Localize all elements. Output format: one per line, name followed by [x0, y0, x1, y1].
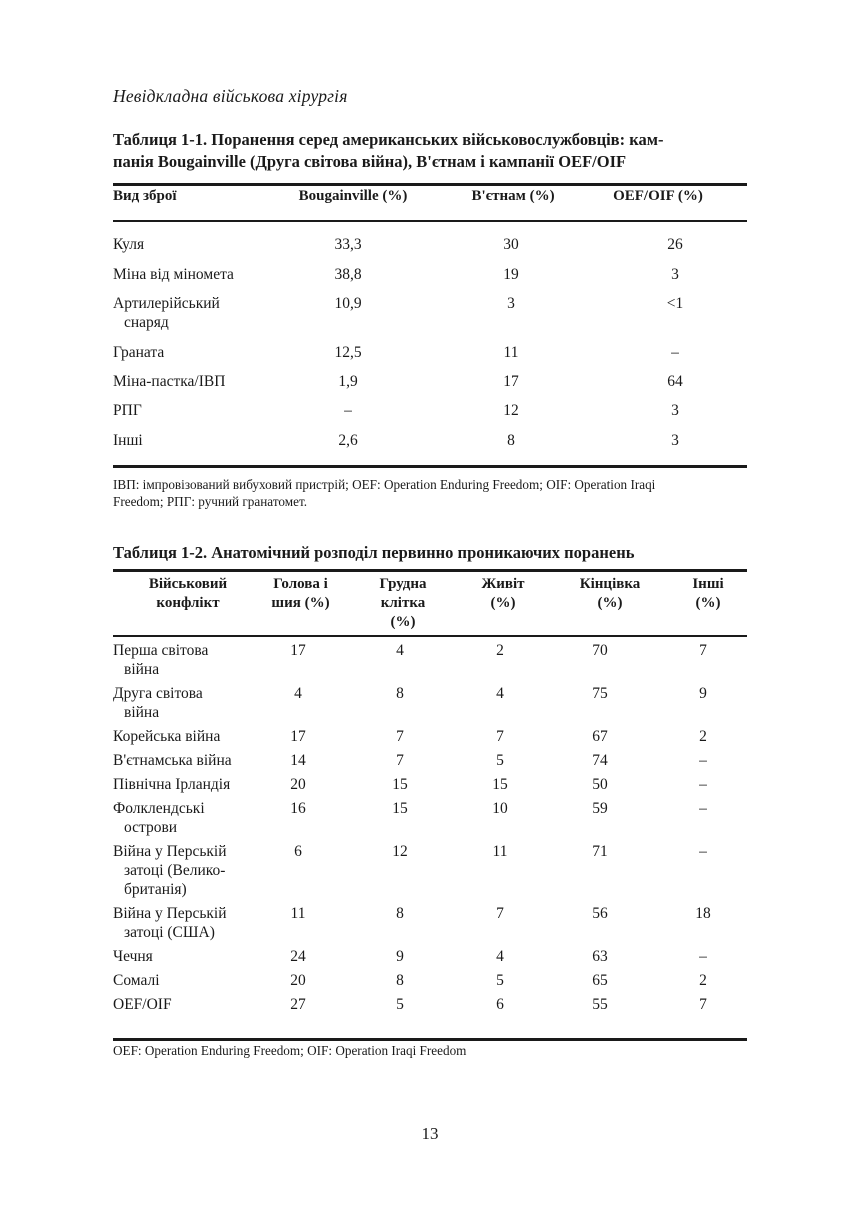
table2-cell: 20 — [290, 972, 306, 989]
table2-cell: 5 — [496, 752, 504, 769]
table2-row-label: Корейська війна — [113, 728, 221, 745]
table2-cell: 15 — [392, 776, 408, 793]
table2-row-label: Війна у Перській — [113, 905, 227, 922]
table2-cell: 11 — [290, 905, 306, 922]
table1-cell-oef-oif: 64 — [667, 373, 683, 390]
table2-row-label-cont: затоці (Велико- — [124, 862, 226, 879]
table2-header-limb: Кінцівка (%) — [579, 576, 641, 611]
table1-header-oef-oif: OEF/OIF (%) — [613, 188, 703, 204]
table2-cell: 6 — [496, 996, 504, 1013]
table1-cell-bougainville: 10,9 — [334, 295, 362, 312]
table2-row-label: Чечня — [113, 948, 153, 965]
table1-header-weapon: Вид зброї — [113, 188, 177, 204]
table1-cell-bougainville: 33,3 — [334, 236, 362, 253]
table2-row-label: Перша світова — [113, 642, 209, 659]
table1-caption — [113, 129, 747, 173]
table2-row-label-cont: війна — [124, 661, 160, 678]
table2-cell: 15 — [492, 776, 508, 793]
table2-cell: 20 — [290, 776, 306, 793]
table2-cell: 27 — [290, 996, 306, 1013]
table1-top-rule — [113, 183, 747, 186]
table2-cell: 4 — [396, 642, 404, 659]
table2-cell: 55 — [592, 996, 608, 1013]
table2-cell: 12 — [392, 843, 408, 860]
page — [113, 0, 747, 1211]
table2-cell: – — [699, 776, 707, 793]
table1-caption-line1: Таблиця 1-1. Поранення серед американських військовослужбовців: кам- — [113, 130, 664, 149]
table1-cell-bougainville: 2,6 — [338, 432, 358, 449]
table1-cell-vietnam: 3 — [507, 295, 515, 312]
table2-top-rule — [113, 569, 747, 572]
table2-cell: 56 — [592, 905, 608, 922]
table1-cell-vietnam: 17 — [503, 373, 519, 390]
table2-cell: 5 — [496, 972, 504, 989]
table1-cell-oef-oif: 3 — [671, 402, 679, 419]
table2-cell: – — [699, 752, 707, 769]
table2-cell: 18 — [695, 905, 711, 922]
table2-row-label: OEF/OIF — [113, 996, 172, 1013]
table2-cell: – — [699, 800, 707, 817]
table2-cell: 8 — [396, 685, 404, 702]
table2-cell: 4 — [496, 685, 504, 702]
table2-row-label: В'єтнамська війна — [113, 752, 232, 769]
table2-cell: – — [699, 843, 707, 860]
table2-row-label-cont: британія) — [124, 881, 187, 898]
table2-row-label-cont: острови — [124, 819, 178, 836]
table2-cell: 10 — [492, 800, 508, 817]
table1-row-label: Інші — [113, 432, 143, 449]
table2-cell: 7 — [699, 642, 707, 659]
table2-row-label: Фолклендські — [113, 800, 205, 817]
page-number: 13 — [421, 1124, 439, 1143]
table2-cell: 9 — [699, 685, 707, 702]
table2-cell: 8 — [396, 972, 404, 989]
table1-cell-oef-oif: – — [671, 344, 679, 361]
table1-cell-oef-oif: <1 — [666, 295, 684, 312]
table2-bottom-rule — [113, 1038, 747, 1041]
table2-cell: – — [699, 948, 707, 965]
table2-cell: 17 — [290, 642, 306, 659]
table1-cell-vietnam: 30 — [503, 236, 519, 253]
table1-footnote — [113, 476, 753, 510]
table2-cell: 7 — [496, 728, 504, 745]
table2-row-label: Війна у Перській — [113, 843, 227, 860]
table2-cell: 71 — [592, 843, 608, 860]
table1-row-label: Артилерійський — [113, 295, 220, 312]
table2-cell: 7 — [496, 905, 504, 922]
table2-cell: 63 — [592, 948, 608, 965]
table2-cell: 2 — [699, 972, 707, 989]
table1-header-bougainville: Bougainville (%) — [298, 188, 408, 204]
table1-cell-vietnam: 12 — [503, 402, 519, 419]
table2-cell: 65 — [592, 972, 608, 989]
table2-header-conflict: Військовий конфлікт — [148, 576, 228, 611]
table2-cell: 5 — [396, 996, 404, 1013]
table2-row-label: Друга світова — [113, 685, 203, 702]
table2-cell: 70 — [592, 642, 608, 659]
table1-cell-vietnam: 11 — [503, 344, 519, 361]
table2-row-label-cont: затоці (США) — [124, 924, 215, 941]
table2-row-label-cont: війна — [124, 704, 160, 721]
table1-cell-bougainville: 1,9 — [338, 373, 358, 390]
table1-cell-vietnam: 19 — [503, 266, 519, 283]
table2-cell: 8 — [396, 905, 404, 922]
table1-bottom-rule — [113, 465, 747, 468]
table1-cell-bougainville: 38,8 — [334, 266, 362, 283]
table2-cell: 4 — [294, 685, 302, 702]
table1-row-label: Міна-пастка/ІВП — [113, 373, 226, 390]
table2-cell: 11 — [492, 843, 508, 860]
table1-row-label: Міна від міномета — [113, 266, 234, 283]
table2-cell: 14 — [290, 752, 306, 769]
table2-cell: 24 — [290, 948, 306, 965]
table1-row-label: Граната — [113, 344, 165, 361]
table1-footnote-line1: ІВП: імпровізований вибуховий пристрій; OEF: Operation Enduring Freedom; OIF: Operation Iraqi — [113, 477, 656, 492]
table2-header-abdomen: Живіт (%) — [481, 576, 525, 611]
running-head: Невідкладна військова хірургія — [113, 86, 348, 106]
table2-cell: 50 — [592, 776, 608, 793]
table2-cell: 7 — [396, 752, 404, 769]
table1-cell-bougainville: 12,5 — [334, 344, 362, 361]
table2-footnote: OEF: Operation Enduring Freedom; OIF: Operation Iraqi Freedom — [113, 1043, 467, 1058]
table2-cell: 9 — [396, 948, 404, 965]
table2-header-chest: Грудна клітка (%) — [379, 576, 427, 630]
table2-cell: 7 — [396, 728, 404, 745]
table2-caption: Таблиця 1-2. Анатомічний розподіл первинно проникаючих поранень — [113, 543, 635, 562]
table1-cell-oef-oif: 3 — [671, 266, 679, 283]
table2-header-head-neck: Голова і шия (%) — [271, 576, 330, 611]
table2-row-label: Сомалі — [113, 972, 160, 989]
table2-cell: 6 — [294, 843, 302, 860]
table2-cell: 16 — [290, 800, 306, 817]
table1-header-vietnam: В'єтнам (%) — [471, 188, 555, 204]
table2-header-rule — [113, 635, 747, 637]
table1-row-label: Куля — [113, 236, 145, 253]
table1-row-label-cont: снаряд — [124, 314, 169, 331]
table1-footnote-line2: Freedom; РПГ: ручний гранатомет. — [113, 494, 308, 509]
table2-cell: 2 — [699, 728, 707, 745]
table1-row-label: РПГ — [113, 402, 142, 419]
table2-cell: 2 — [496, 642, 504, 659]
table2-cell: 4 — [496, 948, 504, 965]
table1-cell-bougainville: – — [344, 402, 352, 419]
table2-cell: 15 — [392, 800, 408, 817]
table2-cell: 59 — [592, 800, 608, 817]
table1-cell-oef-oif: 3 — [671, 432, 679, 449]
table2-cell: 75 — [592, 685, 608, 702]
table1-cell-vietnam: 8 — [507, 432, 515, 449]
table2-cell: 74 — [592, 752, 608, 769]
table2-cell: 67 — [592, 728, 608, 745]
table2-cell: 17 — [290, 728, 306, 745]
table2-cell: 7 — [699, 996, 707, 1013]
table1-header-rule — [113, 220, 747, 222]
table2-header-other: Інші (%) — [692, 576, 724, 611]
table1-caption-line2: панія Bougainville (Друга світова війна), В'єтнам і кампанії OEF/OIF — [113, 152, 627, 171]
table2-row-label: Північна Ірландія — [113, 776, 231, 793]
table1-cell-oef-oif: 26 — [667, 236, 683, 253]
